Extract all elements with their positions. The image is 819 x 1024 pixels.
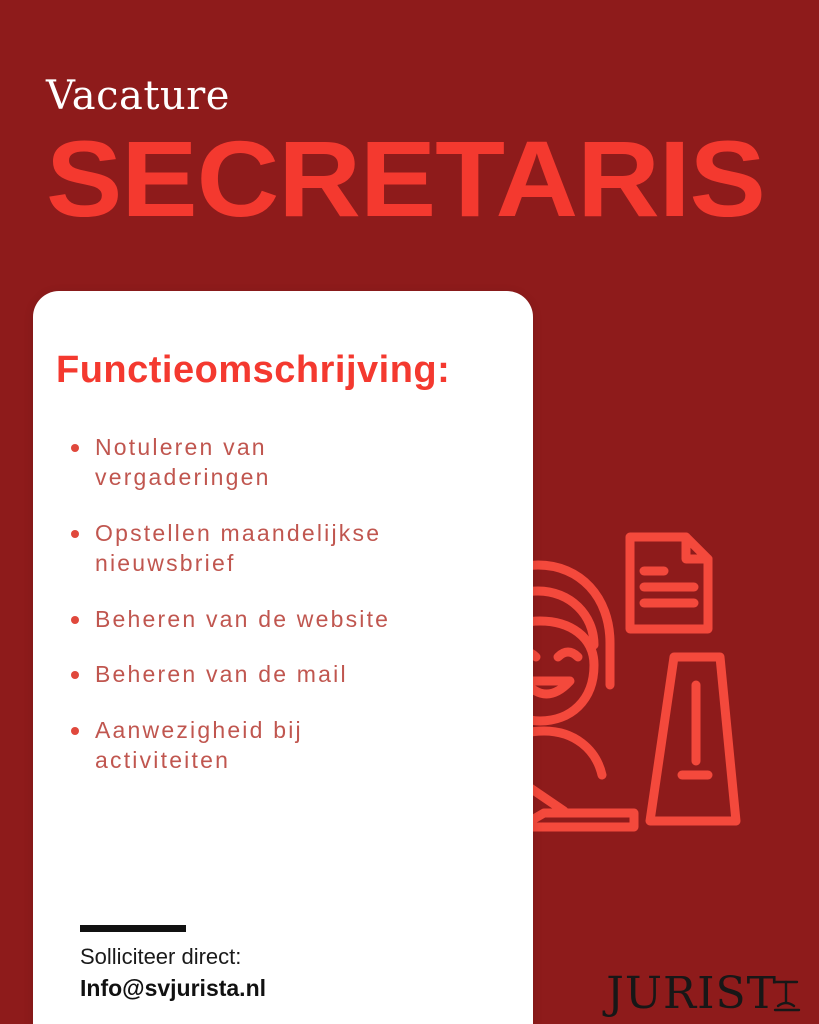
logo-text: JURIST [606,968,777,1019]
list-item [69,605,429,635]
job-title-headline: SECRETARIS [46,118,765,239]
duty-text: Opstellen maandelijkse nieuwsbrief [95,519,382,576]
list-item [69,660,429,690]
gavel-icon [771,976,805,1016]
divider [80,925,186,932]
duty-text: Beheren van de mail [95,661,348,688]
bullet-icon [71,727,79,735]
bullet-icon [71,616,79,624]
job-description-card [33,291,533,1024]
duty-text: Aanwezigheid bij activiteiten [95,717,303,774]
bullet-icon [71,444,79,452]
list-item [69,433,429,493]
apply-label: Solliciteer direct: [80,944,242,969]
bullet-icon [71,530,79,538]
organization-logo [606,962,805,1019]
card-title: Functieomschrijving: [56,349,451,391]
vacancy-kicker: Vacature [46,73,230,119]
duty-text: Beheren van de website [95,605,391,632]
list-item [69,519,429,579]
list-item [69,716,429,776]
duty-text: Notuleren van vergaderingen [95,434,271,490]
poster-header [46,73,779,239]
bullet-icon [71,671,79,679]
apply-email[interactable]: Info@svjurista.nl [80,975,267,1001]
duties-list [69,433,429,802]
